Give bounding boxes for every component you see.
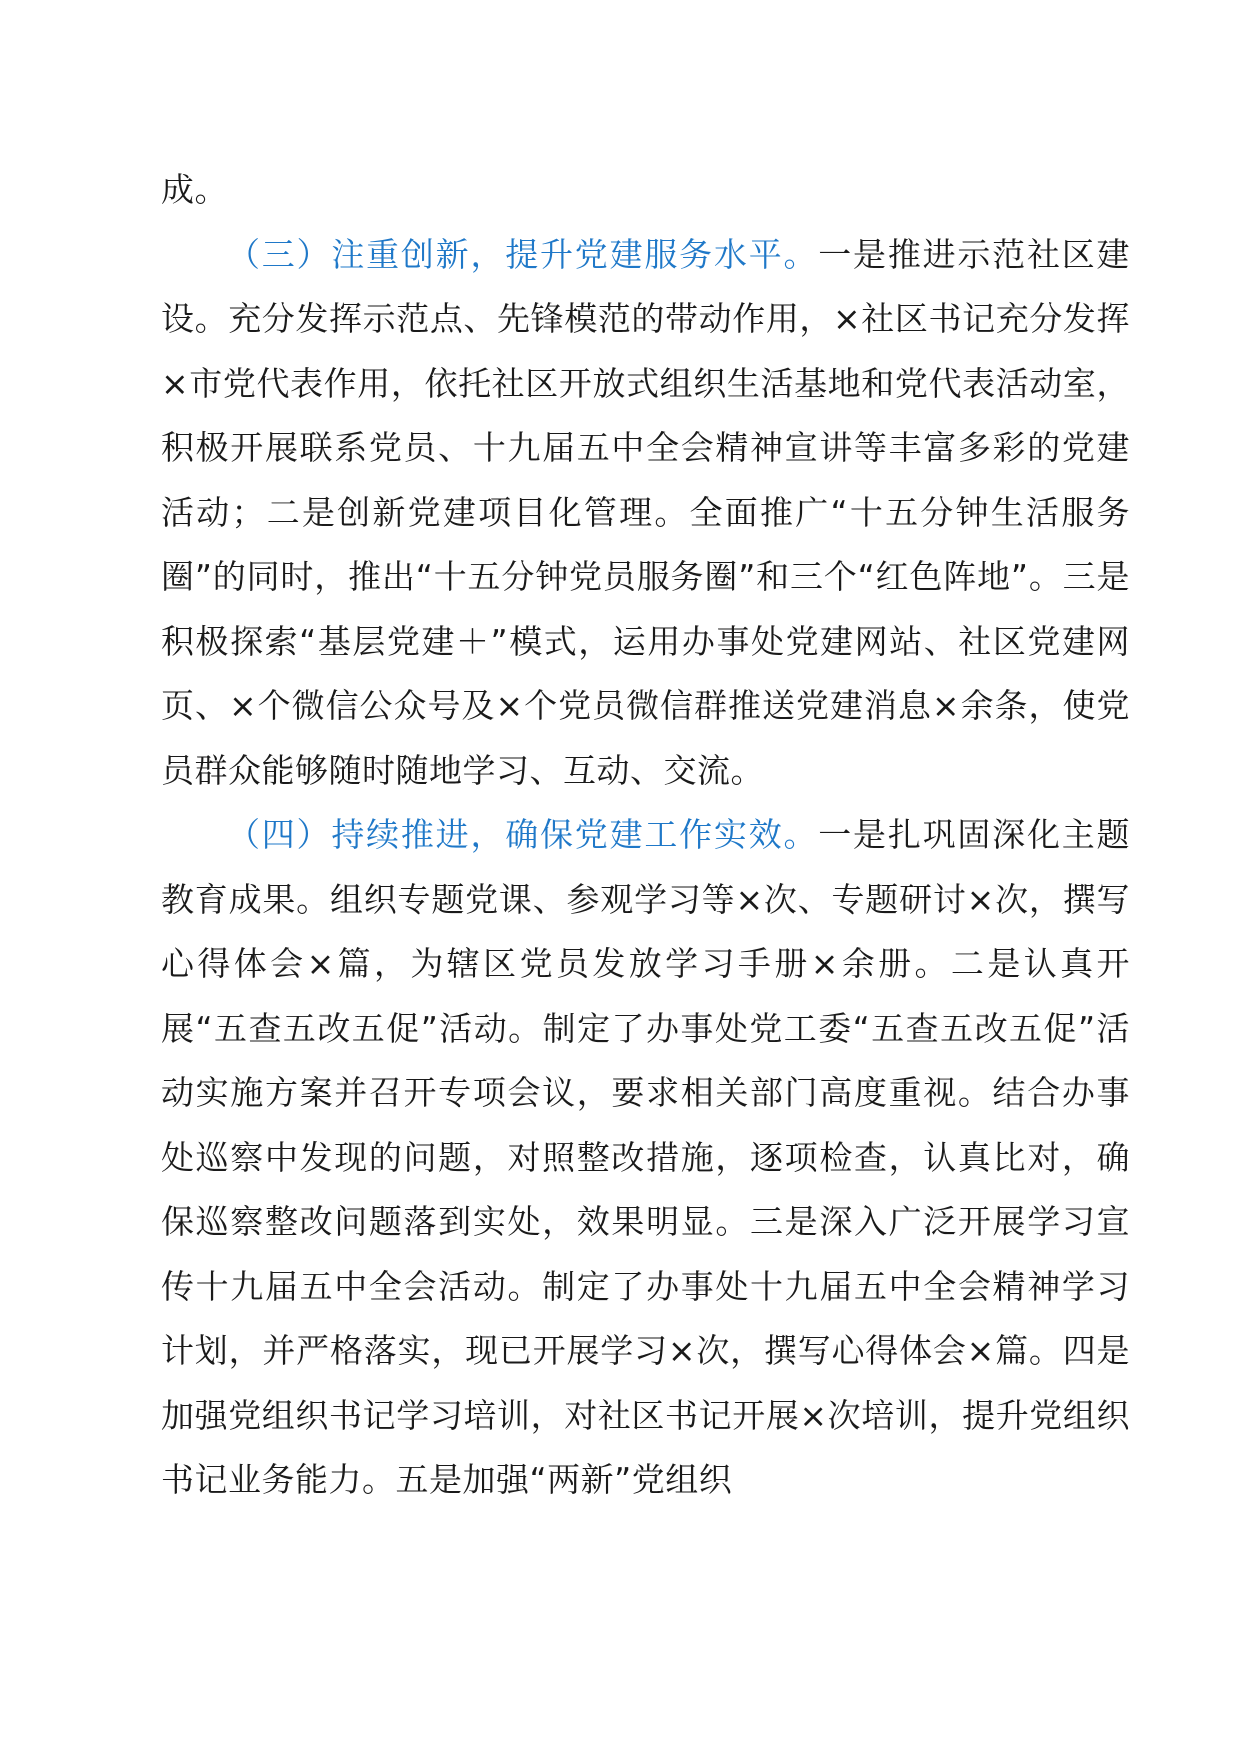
paragraph-body: 一是扎巩固深化主题教育成果。组织专题党课、参观学习等×次、专题研讨×次，撰写心得体会×篇，为辖区党员发放学习手册×余册。二是认真开展“五查五改五促”活动。制定了办事处党工委“五查五改五促”活动实施方案并召开专项会议，要求相关部门高度重视。结合办事处巡察中发现的问题，对照整改措施，逐项检查，认真比对，确保巡察整改问题落到实处，效果明显。三是深入广泛开展学习宣传十九届五中全会活动。制定了办事处十九届五中全会精神学习计划，并严格落实，现已开展学习×次，撰写心得体会×篇。四是加强党组织书记学习培训，对社区书记开展×次培训，提升党组织书记业务能力。五是加强“两新”党组织: [161, 815, 1131, 1499]
paragraph-section-4: [161, 803, 1130, 1513]
paragraph-continuation: [161, 158, 1130, 223]
paragraph-section-3: [161, 223, 1130, 804]
paragraph-body: 一是推进示范社区建设。充分发挥示范点、先锋模范的带动作用，×社区书记充分发挥×市党代表作用，依托社区开放式组织生活基地和党代表活动室，积极开展联系党员、十九届五中全会精神宣讲等丰富多彩的党建活动；二是创新党建项目化管理。全面推广“十五分钟生活服务圈”的同时，推出“十五分钟党员服务圈”和三个“红色阵地”。三是积极探索“基层党建＋”模式，运用办事处党建网站、社区党建网页、×个微信公众号及×个党员微信群推送党建消息×余条，使党员群众能够随时随地学习、互动、交流。: [161, 234, 1131, 790]
paragraph-body: 成。: [161, 170, 228, 209]
section-heading: （三）注重创新，提升党建服务水平。: [227, 234, 819, 274]
section-heading: （四）持续推进，确保党建工作实效。: [227, 815, 819, 854]
